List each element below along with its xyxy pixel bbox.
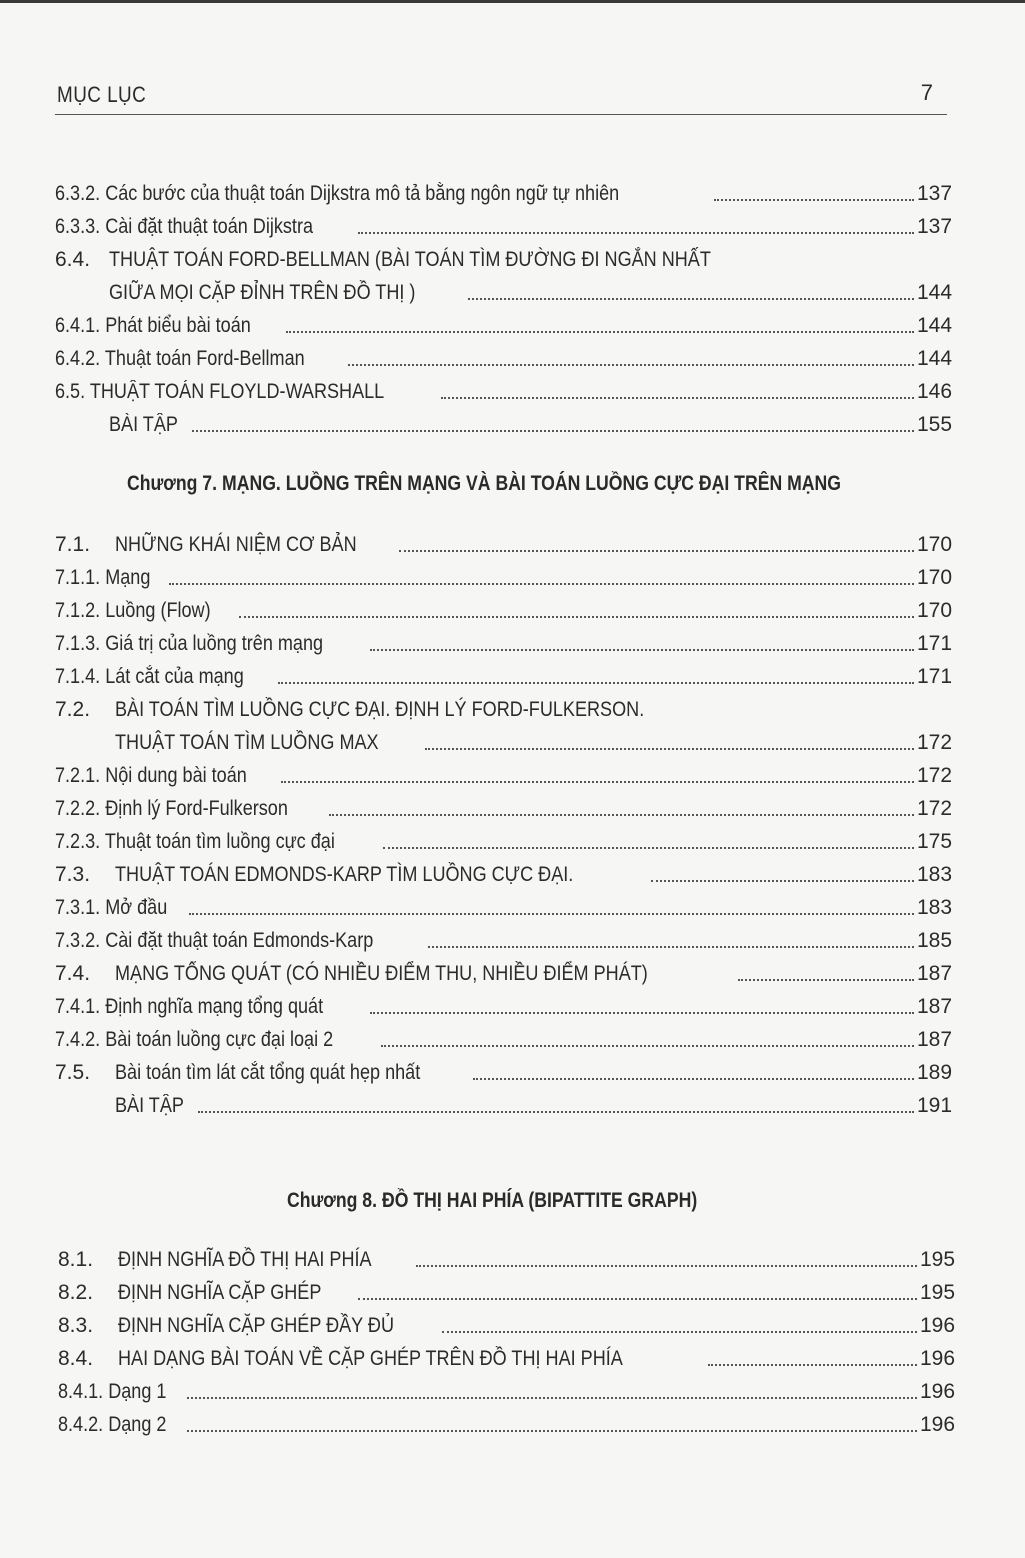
dot-leader: [358, 1298, 918, 1300]
toc-entry[interactable]: [55, 691, 951, 724]
dot-leader: [358, 232, 914, 234]
toc-entry[interactable]: [55, 340, 951, 373]
toc-entry-number: 7.1.4.: [55, 665, 101, 688]
toc-entry[interactable]: [55, 988, 951, 1021]
toc-entry-title: BÀI TOÁN TÌM LUỒNG CỰC ĐẠI. ĐỊNH LÝ FORD-FULKERSON.: [115, 698, 645, 721]
toc-entry-number: 7.2.: [55, 698, 91, 721]
chapter-title: MẠNG. LUỒNG TRÊN MẠNG VÀ BÀI TOÁN LUỒNG CỰC ĐẠI TRÊN MẠNG: [222, 472, 842, 495]
toc-entry[interactable]: [55, 241, 951, 274]
toc-entry-title: Mạng: [105, 566, 151, 589]
toc-entry-page: 189: [917, 1061, 953, 1084]
toc-entry-title: Lát cắt của mạng: [105, 665, 244, 688]
chapter-title: ĐỒ THỊ HAI PHÍA (BIPATTITE GRAPH): [382, 1189, 698, 1212]
dot-leader: [281, 781, 914, 783]
toc-entry-number: 7.1.: [55, 533, 91, 556]
toc-entry-page: 195: [920, 1281, 956, 1304]
toc-entry-continuation[interactable]: [55, 724, 951, 757]
toc-entry-title-continuation: GIỮA MỌI CẶP ĐỈNH TRÊN ĐỒ THỊ ): [109, 281, 416, 304]
dot-leader: [468, 298, 914, 300]
toc-entry-page: 183: [917, 863, 953, 886]
dot-leader: [399, 550, 914, 552]
toc-entry-title: ĐỊNH NGHĨA CẶP GHÉP: [118, 1281, 322, 1304]
page-header: [55, 80, 947, 115]
toc-entry-title: Thuật toán tìm luồng cực đại: [104, 830, 335, 853]
toc-entry-page: 172: [917, 797, 953, 820]
toc-entry-number: 8.1.: [58, 1248, 94, 1271]
toc-entry[interactable]: [58, 1307, 954, 1340]
toc-entry-number: 7.2.3.: [55, 830, 101, 853]
toc-entry-title: Bài toán tìm lát cắt tổng quát hẹp nhất: [115, 1061, 421, 1084]
toc-entry[interactable]: [55, 406, 951, 439]
dot-leader: [370, 1012, 914, 1014]
toc-entry[interactable]: [58, 1340, 954, 1373]
toc-entry-title: Phát biểu bài toán: [105, 314, 251, 337]
toc-entry-number: 8.4.: [58, 1347, 94, 1370]
toc-entry[interactable]: [55, 790, 951, 823]
toc-entry-number: 8.4.2.: [58, 1413, 104, 1436]
toc-entry-title: Cài đặt thuật toán Dijkstra: [105, 215, 314, 238]
dot-leader: [370, 649, 914, 651]
toc-entry[interactable]: [55, 1087, 951, 1120]
toc-entry-page: 137: [917, 215, 953, 238]
toc-entry-page: 175: [917, 830, 953, 853]
toc-entry[interactable]: [55, 922, 951, 955]
dot-leader: [714, 199, 914, 201]
toc-entry-page: 196: [920, 1314, 956, 1337]
toc-entry-title: Cài đặt thuật toán Edmonds-Karp: [105, 929, 374, 952]
toc-entry[interactable]: [55, 1021, 951, 1054]
toc-entry-number: 6.4.2.: [55, 347, 101, 370]
toc-entry-title: ĐỊNH NGHĨA CẶP GHÉP ĐẦY ĐỦ: [118, 1314, 394, 1337]
toc-entry-page: 144: [917, 347, 953, 370]
toc-entry-number: 7.3.2.: [55, 929, 101, 952]
dot-leader: [189, 913, 914, 915]
toc-entry-page: 172: [917, 731, 953, 754]
toc-entry-title-continuation: THUẬT TOÁN TÌM LUỒNG MAX: [115, 731, 379, 754]
toc-entry-number: 7.4.: [55, 962, 91, 985]
dot-leader: [192, 430, 914, 432]
toc-entry-title: MẠNG TỔNG QUÁT (CÓ NHIỀU ĐIỂM THU, NHIỀU ĐIỂM PHÁT): [115, 962, 648, 985]
toc-entry-page: 187: [917, 962, 953, 985]
toc-entry-title: Bài toán luồng cực đại loại 2: [105, 1028, 334, 1051]
toc-entry-page: 170: [917, 533, 953, 556]
dot-leader: [198, 1111, 914, 1113]
toc-entry-continuation[interactable]: [55, 274, 951, 307]
dot-leader: [651, 880, 914, 882]
dot-leader: [708, 1364, 917, 1366]
toc-section-chapter-7: [55, 526, 951, 1120]
toc-entry-title: Định nghĩa mạng tổng quát: [105, 995, 324, 1018]
toc-entry[interactable]: [55, 559, 951, 592]
toc-entry-title: Định lý Ford-Fulkerson: [105, 797, 288, 820]
chapter-label: Chương 8.: [287, 1189, 377, 1212]
toc-entry[interactable]: [55, 625, 951, 658]
toc-entry-page: 187: [917, 995, 953, 1018]
toc-entry-title: Luồng (Flow): [105, 599, 211, 622]
toc-entry[interactable]: [55, 175, 951, 208]
toc-entry-page: 170: [917, 599, 953, 622]
dot-leader: [416, 1265, 917, 1267]
dot-leader: [169, 583, 914, 585]
toc-entry[interactable]: [55, 526, 951, 559]
page-title: MỤC LỤC: [57, 82, 147, 107]
toc-entry-title: ĐỊNH NGHĨA ĐỒ THỊ HAI PHÍA: [118, 1248, 372, 1271]
toc-entry-title: Dạng 1: [108, 1380, 167, 1403]
dot-leader: [428, 946, 914, 948]
toc-entry-page: 171: [917, 665, 953, 688]
toc-entry[interactable]: [55, 373, 951, 406]
toc-entry-title: Nội dung bài toán: [105, 764, 247, 787]
toc-entry[interactable]: [55, 856, 951, 889]
toc-section-chapter-6: [55, 175, 951, 439]
toc-entry-page: 171: [917, 632, 953, 655]
toc-entry-title: BÀI TẬP: [115, 1094, 184, 1117]
toc-entry-title: Thuật toán Ford-Bellman: [104, 347, 305, 370]
toc-entry-page: 196: [920, 1413, 956, 1436]
toc-entry-page: 146: [917, 380, 953, 403]
toc-entry-number: 6.3.2.: [55, 182, 101, 205]
dot-leader: [187, 1430, 917, 1432]
page-top-edge: [0, 0, 1025, 3]
toc-entry-number: 7.3.: [55, 863, 91, 886]
dot-leader: [278, 682, 915, 684]
toc-entry-number: 8.3.: [58, 1314, 94, 1337]
toc-entry[interactable]: [58, 1373, 954, 1406]
toc-entry[interactable]: [55, 1054, 951, 1087]
toc-entry-number: 7.4.1.: [55, 995, 101, 1018]
toc-entry[interactable]: [55, 307, 951, 340]
toc-entry[interactable]: [55, 955, 951, 988]
chapter-heading: [287, 1189, 697, 1213]
dot-leader: [383, 847, 914, 849]
toc-entry-title: NHỮNG KHÁI NIỆM CƠ BẢN: [115, 533, 357, 556]
dot-leader: [329, 814, 914, 816]
toc-entry[interactable]: [55, 592, 951, 625]
toc-entry-page: 183: [917, 896, 953, 919]
toc-entry-title: HAI DẠNG BÀI TOÁN VỀ CẶP GHÉP TRÊN ĐỒ THỊ HAI PHÍA: [118, 1347, 623, 1370]
toc-entry-number: 7.4.2.: [55, 1028, 101, 1051]
toc-entry-number: 7.2.1.: [55, 764, 101, 787]
toc-entry-page: 196: [920, 1380, 956, 1403]
toc-entry-page: 155: [917, 413, 953, 436]
dot-leader: [187, 1397, 917, 1399]
toc-entry-page: 137: [917, 182, 953, 205]
toc-entry-number: 7.1.3.: [55, 632, 101, 655]
toc-entry-title: Dạng 2: [108, 1413, 167, 1436]
toc-entry-page: 144: [917, 281, 953, 304]
chapter-label: Chương 7.: [127, 472, 217, 495]
toc-entry-page: 170: [917, 566, 953, 589]
dot-leader: [286, 331, 914, 333]
toc-entry[interactable]: [55, 757, 951, 790]
toc-entry-number: 6.5.: [55, 380, 86, 403]
toc-entry[interactable]: [58, 1274, 954, 1307]
toc-entry-page: 191: [917, 1094, 953, 1117]
toc-entry-number: 6.4.: [55, 248, 91, 271]
chapter-heading: [127, 472, 841, 496]
page-number: 7: [920, 80, 933, 105]
toc-entry-number: 7.5.: [55, 1061, 91, 1084]
toc-entry-title: THUẬT TOÁN FLOYLD-WARSHALL: [89, 380, 385, 403]
toc-entry-page: 187: [917, 1028, 953, 1051]
toc-entry-title: Giá trị của luồng trên mạng: [105, 632, 324, 655]
toc-entry[interactable]: [55, 889, 951, 922]
toc-entry[interactable]: [55, 208, 951, 241]
toc-entry-page: 144: [917, 314, 953, 337]
toc-entry-number: 7.2.2.: [55, 797, 101, 820]
toc-entry-page: 196: [920, 1347, 956, 1370]
toc-entry-number: 8.2.: [58, 1281, 94, 1304]
dot-leader: [425, 748, 915, 750]
dot-leader: [442, 1331, 917, 1333]
toc-entry-number: 7.1.1.: [55, 566, 101, 589]
toc-entry-title: THUẬT TOÁN FORD-BELLMAN (BÀI TOÁN TÌM ĐƯỜNG ĐI NGẮN NHẤT: [109, 248, 711, 271]
dot-leader: [239, 616, 914, 618]
dot-leader: [348, 364, 914, 366]
toc-entry-number: 6.3.3.: [55, 215, 101, 238]
toc-entry[interactable]: [58, 1241, 954, 1274]
toc-section-chapter-8: [58, 1241, 954, 1439]
toc-entry-page: 185: [917, 929, 953, 952]
toc-entry[interactable]: [58, 1406, 954, 1439]
toc-entry[interactable]: [55, 823, 951, 856]
toc-entry-number: 7.3.1.: [55, 896, 101, 919]
toc-entry-title: Các bước của thuật toán Dijkstra mô tả bằng ngôn ngữ tự nhiên: [105, 182, 620, 205]
toc-entry-page: 195: [920, 1248, 956, 1271]
toc-entry-number: 7.1.2.: [55, 599, 101, 622]
dot-leader: [441, 397, 914, 399]
toc-entry-title: THUẬT TOÁN EDMONDS-KARP TÌM LUỒNG CỰC ĐẠI.: [115, 863, 574, 886]
dot-leader: [738, 979, 914, 981]
toc-entry[interactable]: [55, 658, 951, 691]
dot-leader: [381, 1045, 914, 1047]
toc-entry-number: 8.4.1.: [58, 1380, 104, 1403]
dot-leader: [473, 1078, 914, 1080]
toc-entry-title: BÀI TẬP: [109, 413, 178, 436]
toc-entry-title: Mở đầu: [105, 896, 168, 919]
toc-entry-page: 172: [917, 764, 953, 787]
toc-entry-number: 6.4.1.: [55, 314, 101, 337]
